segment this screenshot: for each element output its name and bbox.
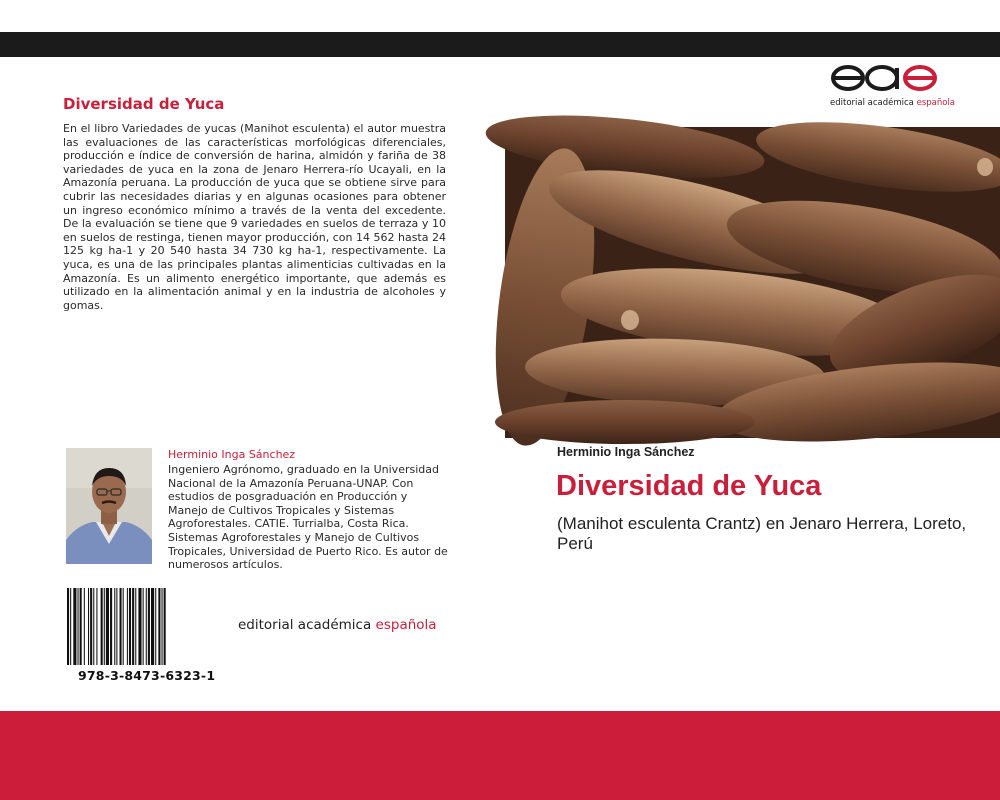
- barcode-bar: [123, 588, 124, 665]
- cassava-photo: [505, 127, 1000, 438]
- author-portrait-image: [66, 448, 152, 564]
- back-cover-title: Diversidad de Yuca: [63, 95, 225, 113]
- back-publisher-accent: española: [375, 617, 437, 633]
- barcode-bar: [155, 588, 156, 665]
- back-cover-blurb: En el libro Variedades de yucas (Manihot esculenta) el autor muestra las evaluaciones de las características morfológicas diferenciales, producción e índice de conversión de harina, almidón y fariña de 38 variedades de yuca en la zona de Jenaro Herrera-río Ucayali, en la Amazonía peruana. La producción de yuca que se obtiene sirve para cubrir las necesidades diarias y en algunas ocasiones para obtener un ingreso económico mínimo a través de la venta del excedente. De la evaluación se tiene que 9 variedades en suelos de terraza y 10 en suelos de restinga, tienen mayor producción, con 14 562 hasta 24 125 kg ha-1 y 20 540 hasta 34 730 kg ha-1, respectivamente. La yuca, es una de las principales plantas alimenticias cultivadas en la Amazonía. Es un alimento energético importante, que además es utilizado en la alimentación animal y en la industria de alcoholes y gomas.: [63, 122, 446, 312]
- barcode-bar: [120, 588, 122, 665]
- barcode-bar: [78, 588, 79, 665]
- barcode-bar: [148, 588, 150, 665]
- barcode-bar: [90, 588, 92, 665]
- svg-text:editorial académica española: [830, 97, 955, 108]
- author-photo: [66, 448, 152, 564]
- barcode-bar: [93, 588, 94, 665]
- bottom-bar: [0, 711, 1000, 800]
- barcode-bar: [129, 588, 131, 665]
- barcode-bar: [110, 588, 112, 665]
- barcode: [66, 588, 212, 665]
- barcode-bar: [106, 588, 109, 665]
- back-publisher-main: editorial académica: [238, 617, 376, 633]
- logo-text-main: editorial académica: [830, 98, 917, 108]
- author-bio: Ingeniero Agrónomo, graduado en la Universidad Nacional de la Amazonía Peruana-UNAP. Con estudios de posgraduación en Producción y Manejo de Cultivos Tropicales y Sistemas Agroforestales. CATIE. Turrialba, Costa Rica. Sistemas Agroforestales y Manejo de Cultivos Tropicales, Universidad de Puerto Rico. Es autor de numerosos artículos.: [168, 463, 448, 572]
- barcode-bar: [84, 588, 85, 665]
- barcode-bar: [138, 588, 141, 665]
- barcode-bar: [73, 588, 76, 665]
- front-title: Diversidad de Yuca: [556, 470, 822, 502]
- barcode-bar: [96, 588, 97, 665]
- barcode-bar: [132, 588, 134, 665]
- barcode-bar: [88, 588, 89, 665]
- barcode-bar: [70, 588, 71, 665]
- back-publisher-name: [238, 617, 437, 633]
- barcode-bar: [104, 588, 105, 665]
- barcode-bar: [135, 588, 136, 665]
- front-subtitle: (Manihot esculenta Crantz) en Jenaro Herrera, Loreto, Perú: [557, 514, 967, 553]
- barcode-bar: [146, 588, 147, 665]
- isbn-number: 978-3-8473-6323-1: [78, 668, 216, 683]
- front-author: Herminio Inga Sánchez: [557, 445, 695, 459]
- barcode-bar: [101, 588, 103, 665]
- barcode-bar: [158, 588, 160, 665]
- logo-text-accent: española: [916, 98, 956, 108]
- barcode-bar: [127, 588, 128, 665]
- barcode-bar: [164, 588, 166, 665]
- barcode-bar: [151, 588, 154, 665]
- barcode-bar: [80, 588, 82, 665]
- publisher-logo: [829, 63, 956, 113]
- barcode-bar: [116, 588, 117, 665]
- barcode-bar: [143, 588, 144, 665]
- barcode-bar: [114, 588, 115, 665]
- barcode-bar: [67, 588, 69, 665]
- barcode-bar: [162, 588, 163, 665]
- author-name: Herminio Inga Sánchez: [168, 448, 296, 461]
- top-bar: [0, 32, 1000, 57]
